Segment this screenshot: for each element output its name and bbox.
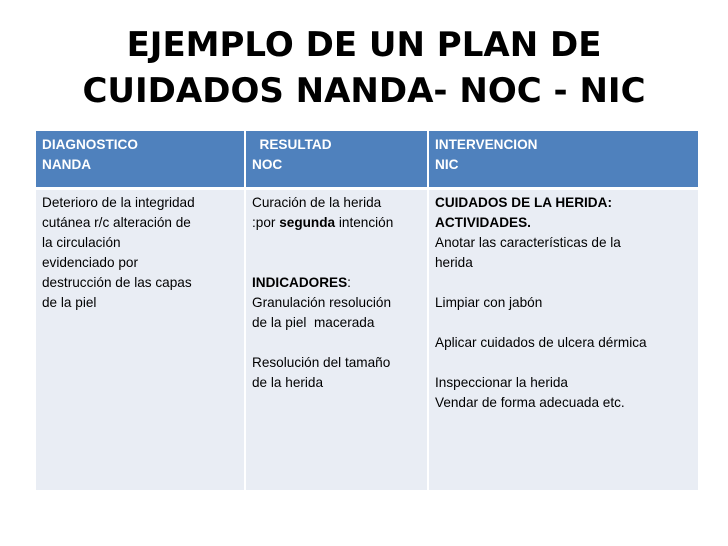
actividad-4: Inspeccionar la herida xyxy=(435,375,568,390)
header-diagnostico-line2: NANDA xyxy=(42,157,92,172)
actividad-3: Aplicar cuidados de ulcera dérmica xyxy=(435,335,647,350)
resultado-line1: Curación de la herida xyxy=(252,195,382,210)
cell-diagnostico xyxy=(36,189,245,491)
resultado-line2-bold: segunda xyxy=(279,215,336,230)
actividad-5: Vendar de forma adecuada etc. xyxy=(435,395,625,410)
indicador-2-line1: Resolución del tamaño xyxy=(252,355,391,370)
indicador-1-line1: Granulación resolución xyxy=(252,295,392,310)
diagnostico-line: la circulación xyxy=(42,235,121,250)
resultado-line2 xyxy=(252,213,421,233)
diagnostico-line: Deterioro de la integridad xyxy=(42,195,195,210)
diagnostico-line: destrucción de las capas xyxy=(42,275,192,290)
table-row xyxy=(36,189,698,491)
actividad-1-line1: Anotar las características de la xyxy=(435,235,621,250)
title-line-1: EJEMPLO DE UN PLAN DE xyxy=(126,25,602,65)
header-diagnostico-line1: DIAGNOSTICO xyxy=(42,137,138,152)
header-intervencion-line1: INTERVENCION xyxy=(435,137,538,152)
header-resultado xyxy=(245,131,428,189)
header-diagnostico xyxy=(36,131,245,189)
actividad-1-line2: herida xyxy=(435,255,473,270)
resultado-line2-post: intención xyxy=(335,215,394,230)
intervencion-heading1: CUIDADOS DE LA HERIDA: xyxy=(435,195,612,210)
indicadores-heading xyxy=(252,273,421,293)
header-intervencion xyxy=(428,131,698,189)
header-intervencion-line2: NIC xyxy=(435,157,459,172)
title-line-2: CUIDADOS NANDA- NOC - NIC xyxy=(82,71,646,111)
diagnostico-line: evidenciado por xyxy=(42,255,138,270)
resultado-line2-pre: :por xyxy=(252,215,280,230)
intervencion-heading2: ACTIVIDADES. xyxy=(435,215,531,230)
header-resultado-line2: NOC xyxy=(252,157,283,172)
indicadores-colon: : xyxy=(347,275,351,290)
slide-title xyxy=(0,22,728,114)
actividad-2: Limpiar con jabón xyxy=(435,295,543,310)
diagnostico-line: de la piel xyxy=(42,295,97,310)
indicador-1-line2: de la piel macerada xyxy=(252,315,375,330)
cell-resultado xyxy=(245,189,428,491)
table-header-row xyxy=(36,131,698,189)
care-plan-table xyxy=(36,131,698,490)
header-resultado-line1: RESULTAD xyxy=(252,137,332,152)
diagnostico-line: cutánea r/c alteración de xyxy=(42,215,191,230)
cell-intervencion xyxy=(428,189,698,491)
indicador-2-line2: de la herida xyxy=(252,375,324,390)
indicadores-label: INDICADORES xyxy=(252,275,348,290)
